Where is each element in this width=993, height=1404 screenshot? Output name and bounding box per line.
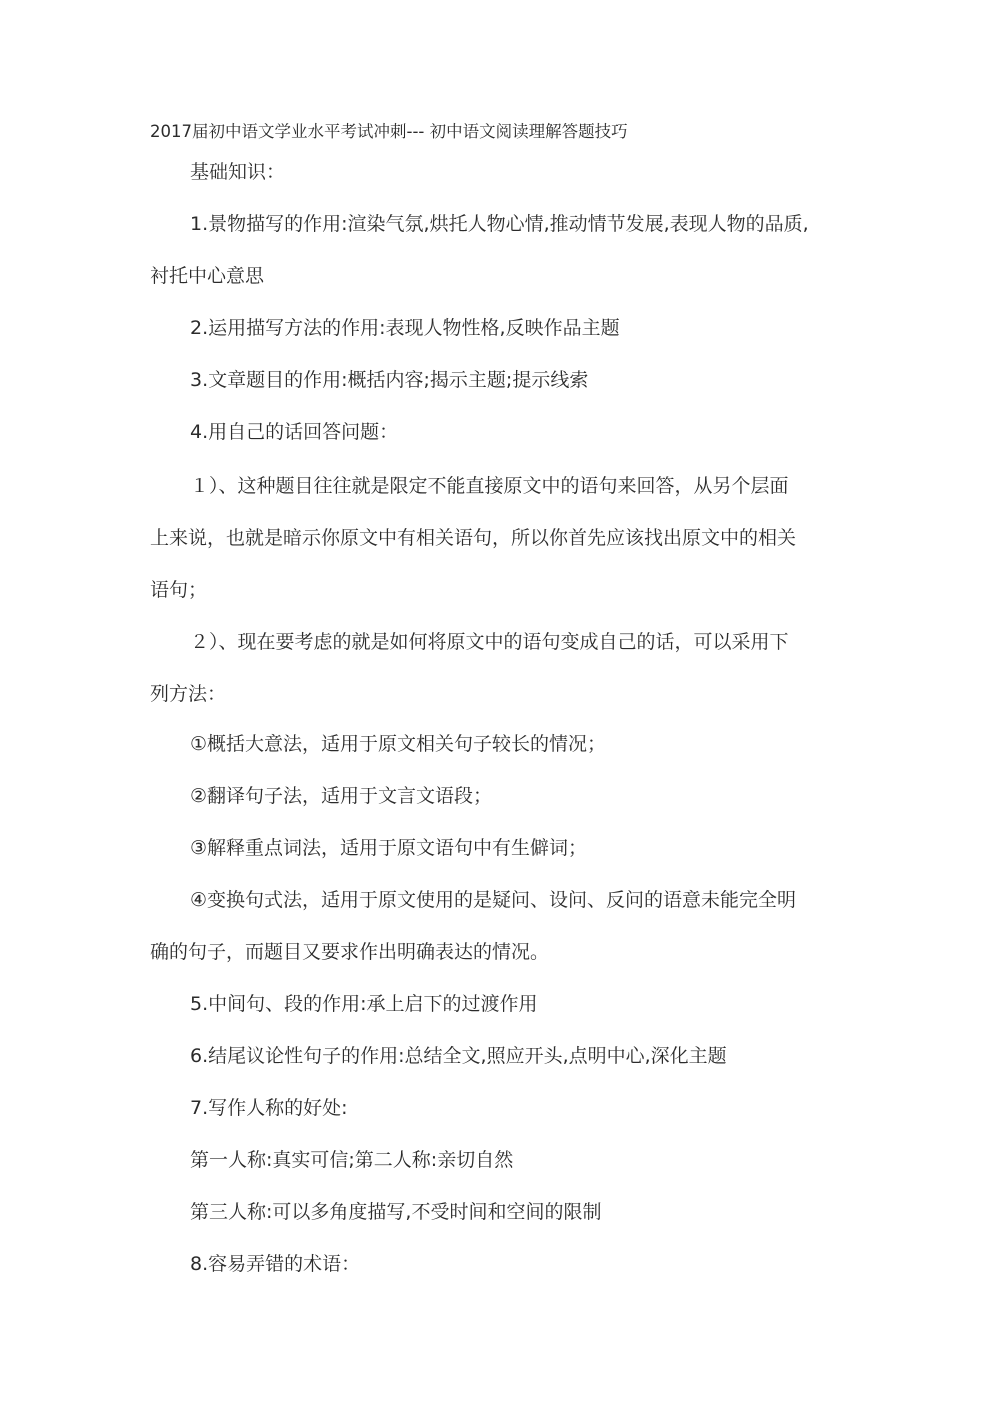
- paragraph-line: 8.容易弄错的术语：: [190, 1253, 361, 1275]
- paragraph-line: 2.运用描写方法的作用:表现人物性格,反映作品主题: [190, 317, 620, 339]
- list-item: ④变换句式法，适用于原文使用的是疑问、设问、反问的语意未能完全明: [190, 889, 797, 911]
- list-item: ①概括大意法，适用于原文相关句子较长的情况；: [190, 733, 607, 755]
- paragraph-line: 上来说，也就是暗示你原文中有相关语句，所以你首先应该找出原文中的相关: [150, 527, 797, 549]
- paragraph-line: 5.中间句、段的作用:承上启下的过渡作用: [190, 993, 538, 1015]
- list-item: 确的句子，而题目又要求作出明确表达的情况。: [150, 941, 550, 963]
- paragraph-line: 3.文章题目的作用:概括内容;揭示主题;提示线索: [190, 369, 589, 391]
- paragraph-line: 6.结尾议论性句子的作用:总结全文,照应开头,点明中心,深化主题: [190, 1045, 727, 1067]
- paragraph-line: 第一人称:真实可信;第二人称:亲切自然: [190, 1149, 514, 1171]
- list-item: ②翻译句子法，适用于文言文语段；: [190, 785, 493, 807]
- paragraph-line: 衬托中心意思: [150, 265, 265, 287]
- paragraph-line: 4.用自己的话回答问题：: [190, 421, 399, 443]
- paragraph-line: ２）、现在要考虑的就是如何将原文中的语句变成自己的话，可以采用下: [190, 631, 789, 653]
- paragraph-line: 列方法：: [150, 683, 227, 705]
- document-title: 2017届初中语文学业水平考试冲刺--- 初中语文阅读理解答题技巧: [150, 122, 628, 141]
- paragraph-line: 语句；: [150, 579, 208, 601]
- list-item: ③解释重点词法，适用于原文语句中有生僻词；: [190, 837, 588, 859]
- section-heading-basics: 基础知识：: [190, 161, 286, 183]
- paragraph-line: １）、这种题目往往就是限定不能直接原文中的语句来回答，从另个层面: [190, 475, 789, 497]
- paragraph-line: 7.写作人称的好处:: [190, 1097, 348, 1119]
- paragraph-line: 第三人称:可以多角度描写,不受时间和空间的限制: [190, 1201, 602, 1223]
- paragraph-line: 1.景物描写的作用:渲染气氛,烘托人物心情,推动情节发展,表现人物的品质,: [190, 213, 809, 235]
